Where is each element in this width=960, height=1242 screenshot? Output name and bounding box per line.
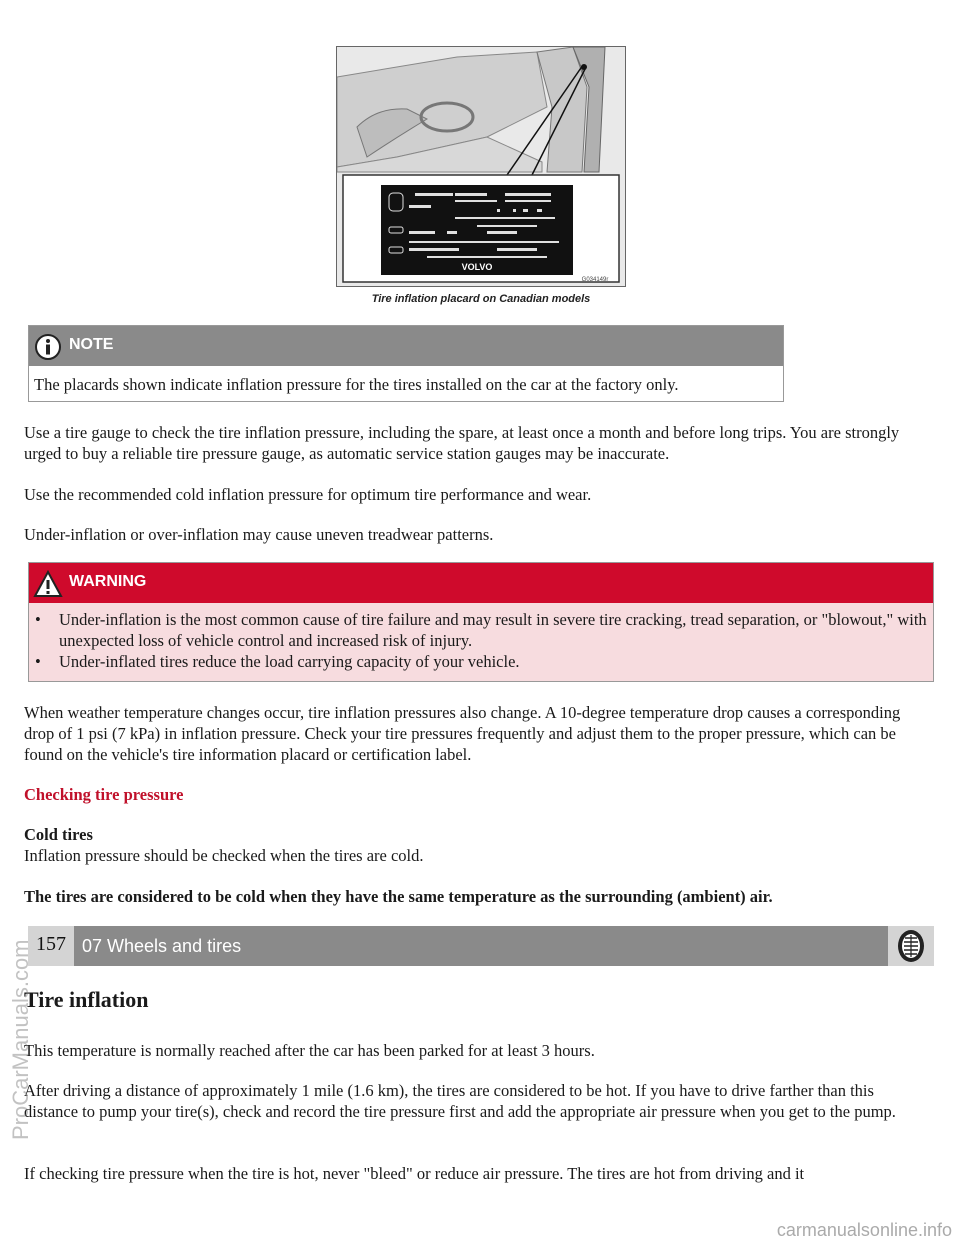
cold-tires-definition: The tires are considered to be cold when they have the same temperature as the surrounding (ambient) air.: [24, 887, 773, 906]
bullet-icon: •: [35, 610, 41, 629]
note-header: [29, 326, 783, 366]
chapter-bar: [28, 926, 934, 966]
warning-item-text: Under-inflated tires reduce the load carrying capacity of your vehicle.: [59, 652, 520, 671]
paragraph-gauge: Use a tire gauge to check the tire inflation pressure, including the spare, at least once a month and before long trips. You are strongly urged to buy a reliable tire pressure gauge, as automatic service station gauges may be inaccurate.: [24, 423, 900, 463]
side-watermark: ProCarManuals.com: [8, 939, 33, 1140]
note-title: NOTE: [69, 336, 114, 353]
paragraph-temperature: When weather temperature changes occur, tire inflation pressures also change. A 10-degree temperature drop causes a corresponding drop of 1 psi (7 kPa) in inflation pressure. Check your tire pressures frequently and adjust them to the proper pressure, which can be found on the vehicle's tire information placard or certification label.: [24, 703, 901, 764]
section-heading: Tire inflation: [24, 987, 149, 1012]
placard-illustration: [336, 46, 626, 287]
note-text: The placards shown indicate inflation pressure for the tires installed on the car at the factory only.: [34, 375, 679, 394]
paragraph-cold-pressure: Use the recommended cold inflation pressure for optimum tire performance and wear.: [24, 485, 592, 504]
warning-list: [29, 603, 933, 672]
placard-brand: VOLVO: [461, 262, 493, 272]
bullet-icon: •: [35, 652, 41, 671]
figure-caption: Tire inflation placard on Canadian models: [371, 293, 591, 305]
figure-code: G034149r: [581, 277, 609, 283]
warning-box: [28, 562, 934, 682]
warning-triangle-icon: [33, 569, 63, 599]
info-icon: [33, 332, 63, 362]
subheading-checking-pressure: Checking tire pressure: [24, 785, 184, 804]
paragraph-hot-tires: After driving a distance of approximately 1 mile (1.6 km), the tires are considered to be hot. If you have to drive farther than this distance to pump your tire(s), check and record the tire pressure first and add the appropriate air pressure when you get to the pump.: [24, 1081, 896, 1121]
page-number: 157: [28, 926, 74, 966]
car-door-placard-drawing: [337, 47, 625, 286]
note-box: [28, 325, 784, 402]
bottom-watermark: carmanualsonline.info: [776, 1220, 952, 1240]
paragraph-never-bleed: If checking tire pressure when the tire is hot, never "bleed" or reduce air pressure. The tires are hot from driving and it: [24, 1164, 805, 1183]
warning-item: [35, 651, 933, 672]
chapter-title: 07 Wheels and tires: [82, 936, 242, 956]
warning-header: [29, 563, 933, 603]
placard-figure: [336, 46, 626, 306]
cold-tires-text: Inflation pressure should be checked when the tires are cold.: [24, 846, 424, 865]
paragraph-parked: This temperature is normally reached after the car has been parked for at least 3 hours.: [24, 1041, 595, 1060]
warning-item-text: Under-inflation is the most common cause of tire failure and may result in severe tire cracking, tread separation, or "blowout," with unexpected loss of vehicle control and increased risk of injury.: [59, 610, 927, 650]
warning-item: [35, 609, 933, 651]
cold-tires-heading: Cold tires: [24, 825, 93, 844]
warning-title: WARNING: [69, 573, 147, 590]
paragraph-uneven-wear: Under-inflation or over-inflation may cause uneven treadwear patterns.: [24, 525, 494, 544]
tire-icon: [888, 926, 934, 966]
